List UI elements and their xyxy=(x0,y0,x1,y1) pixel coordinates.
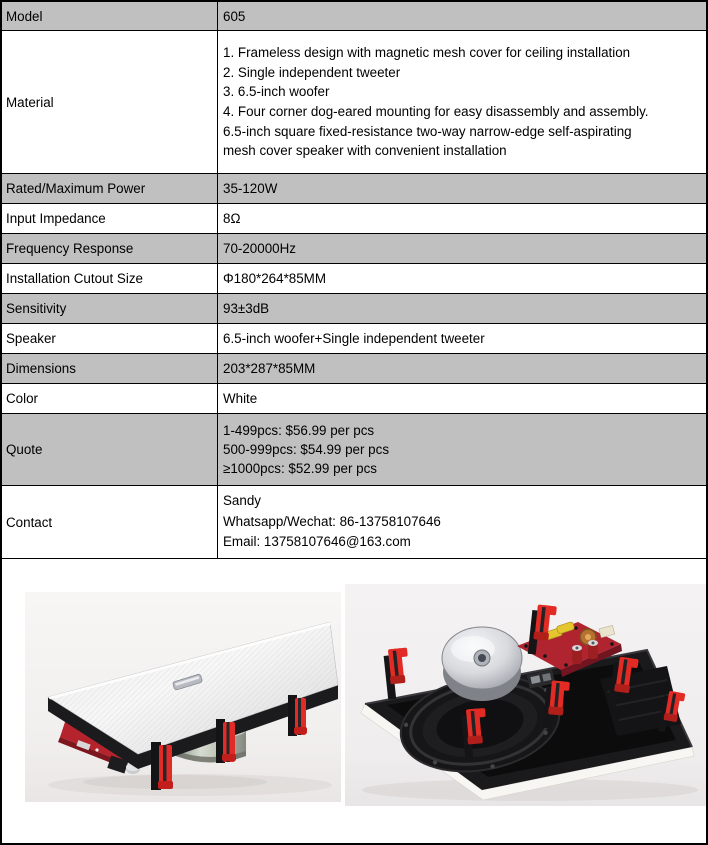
quote-line: 1-499pcs: $56.99 per pcs xyxy=(223,423,375,438)
row-cutout-size-value: Φ180*264*85MM xyxy=(223,271,326,286)
row-color xyxy=(2,384,706,414)
contact-whatsapp-line: Whatsapp/Wechat: 86-13758107646 xyxy=(223,513,441,529)
row-contact-value xyxy=(218,486,706,558)
contact-email-line: Email: 13758107646@163.com xyxy=(223,534,411,550)
row-quote-value xyxy=(218,414,706,485)
binding-post xyxy=(572,645,582,664)
row-model xyxy=(2,2,706,31)
row-model-value: 605 xyxy=(223,8,246,24)
row-frequency-response-label: Frequency Response xyxy=(2,234,218,263)
row-sensitivity xyxy=(2,294,706,324)
quote-line: 500-999pcs: $54.99 per pcs xyxy=(223,442,390,457)
mounting-clamp xyxy=(151,742,173,790)
row-rated-power xyxy=(2,174,706,204)
row-input-impedance-label: Input Impedance xyxy=(2,204,218,233)
material-line: 3. 6.5-inch woofer xyxy=(223,84,330,100)
row-cutout-size-label: Installation Cutout Size xyxy=(2,264,218,293)
ceiling-speaker-rear-internals-photo xyxy=(345,584,706,806)
row-material xyxy=(2,31,706,174)
row-speaker-value: 6.5-inch woofer+Single independent tweeter xyxy=(223,331,485,346)
material-line: 4. Four corner dog-eared mounting for easy disassembly and assembly. xyxy=(223,104,649,119)
ceiling-speaker-front-grille-photo xyxy=(25,592,341,802)
row-contact-label: Contact xyxy=(2,486,218,558)
row-quote-label: Quote xyxy=(2,414,218,485)
row-frequency-response-value: 70-20000Hz xyxy=(223,241,296,256)
row-rated-power-value: 35-120W xyxy=(223,181,278,196)
row-quote xyxy=(2,414,706,486)
contact-name-line: Sandy xyxy=(223,493,261,509)
row-input-impedance-value: 8Ω xyxy=(223,211,241,226)
row-color-value: White xyxy=(223,391,258,406)
quote-line: ≥1000pcs: $52.99 per pcs xyxy=(223,461,378,476)
row-model-label: Model xyxy=(2,2,218,30)
material-line: mesh cover speaker with convenient installation xyxy=(223,143,507,159)
product-photos-section xyxy=(2,559,706,843)
row-dimensions xyxy=(2,354,706,384)
row-input-impedance xyxy=(2,204,706,234)
row-material-label: Material xyxy=(2,31,218,173)
material-line: 1. Frameless design with magnetic mesh cover for ceiling installation xyxy=(223,44,631,60)
binding-post xyxy=(588,640,598,659)
row-speaker-label: Speaker xyxy=(2,324,218,353)
row-color-label: Color xyxy=(2,384,218,413)
mounting-clamp xyxy=(216,719,236,763)
row-sensitivity-label: Sensitivity xyxy=(2,294,218,323)
material-line: 6.5-inch square fixed-resistance two-way narrow-edge self-aspirating xyxy=(223,123,632,139)
material-line: 2. Single independent tweeter xyxy=(223,64,401,80)
row-speaker xyxy=(2,324,706,354)
mounting-clamp xyxy=(288,695,307,736)
row-dimensions-value: 203*287*85MM xyxy=(223,361,316,376)
row-rated-power-label: Rated/Maximum Power xyxy=(2,174,218,203)
row-dimensions-label: Dimensions xyxy=(2,354,218,383)
woofer-magnet xyxy=(442,627,522,701)
row-frequency-response xyxy=(2,234,706,264)
row-sensitivity-value: 93±3dB xyxy=(223,301,270,316)
row-cutout-size xyxy=(2,264,706,294)
row-contact xyxy=(2,486,706,559)
row-material-value xyxy=(218,31,706,173)
